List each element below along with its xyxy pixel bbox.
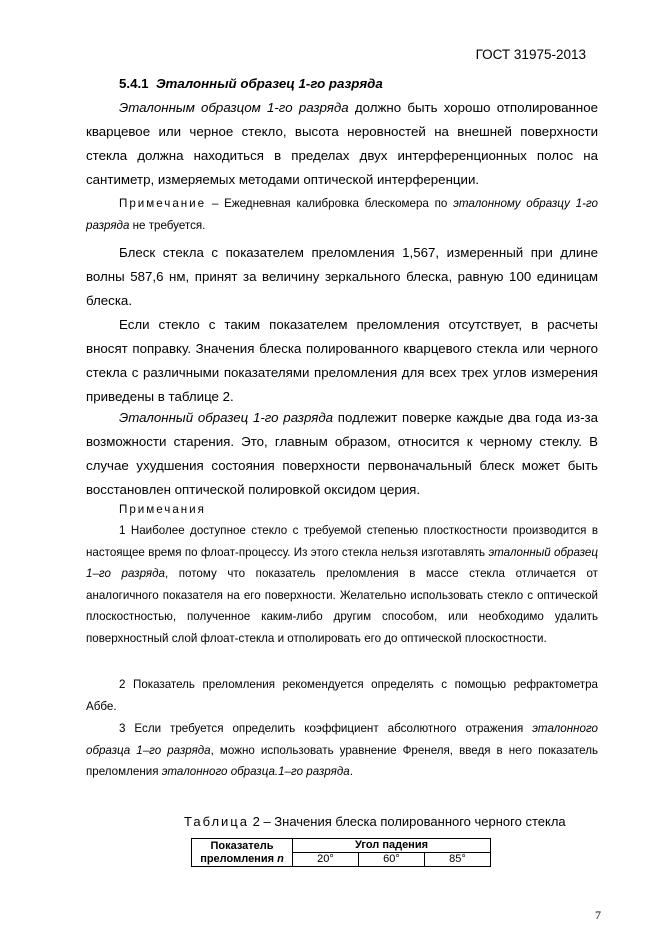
section-number: 5.4.1	[119, 76, 149, 91]
page-number: 7	[595, 908, 601, 922]
note-text: не требуется.	[129, 218, 206, 232]
notes-heading: Примечания	[119, 503, 206, 516]
table-header-angle-60: 60°	[359, 853, 425, 867]
term: эталонного образца 1–го разряда	[86, 722, 598, 757]
term: Эталонный образец 1-го разряда	[119, 410, 334, 425]
note-text: , потому что показатель преломления в массе стекла отличается от аналогичного показателя на его поверхности. Желательно использовать стекло с оптической плоскостностью, полученное каким-либо другим способом, или необходимо удалить поверхностный слой флоат-стекла и отполировать его до оптической плоскостности.	[86, 567, 598, 645]
table-caption-text: 2 – Значения блеска полированного черного стекла	[252, 814, 566, 829]
term: эталонному образцу 1-го разряда	[86, 197, 598, 232]
standard-number: ГОСТ 31975-2013	[475, 47, 586, 62]
table-caption	[184, 814, 566, 829]
note-label: Примечание	[119, 197, 207, 210]
note-text: , можно использовать уравнение Френеля, введя в него показатель преломления	[86, 743, 599, 778]
note-text: 3 Если требуется определить коэффициент абсолютного отражения	[119, 722, 533, 735]
gloss-table	[191, 838, 491, 867]
paragraph-verification	[86, 406, 598, 502]
paragraph-definition	[86, 96, 598, 192]
paragraph-text: подлежит поверке каждые два года из-за возможности старения. Это, главным образом, относится к черному стеклу. В случае ухудшения состояния поверхности первоначальный блеск может быть восстановлен оптической полировкой оксидом церия.	[86, 410, 598, 497]
paragraph-correction: Если стекло с таким показателем преломления отсутствует, в расчеты вносят поправку. Значения блеска полированного кварцевого стекла или черного стекла с различными показателями преломления для всех трех углов измерения приведены в таблице 2.	[86, 317, 598, 404]
section-title: Эталонный образец 1-го разряда	[155, 76, 383, 91]
term: Эталонным образцом 1-го разряда	[119, 100, 349, 115]
term: эталонный образец 1–го разряда	[86, 545, 598, 580]
table-header-angle-20: 20°	[293, 853, 359, 867]
table-header-index: Показатель преломления n	[192, 839, 293, 867]
paragraph-gloss-definition: Блеск стекла с показателем преломления 1,567, измеренный при длине волны 587,6 нм, принят за величину зеркального блеска, равную 100 единицам блеска.	[86, 245, 598, 308]
table-header-angle: Угол падения	[293, 839, 491, 853]
section-heading	[86, 72, 598, 96]
note-calibration	[86, 193, 598, 236]
paragraph-text: должно быть хорошо отполированное кварцевое или черное стекло, высота неровностей на внешней поверхности стекла должна находиться в пределах двух интерференционных полос на сантиметр, измеряемых методами оптической интерференции.	[86, 100, 598, 187]
note-3	[86, 718, 598, 783]
note-text: 1 Наиболее доступное стекло с требуемой степенью плосткостности производится в настоящее время по флоат-процессу. Из этого стекла нельзя изготавлять	[86, 524, 598, 559]
table-header-angle-85: 85°	[425, 853, 491, 867]
note-text: .	[349, 765, 353, 778]
note-2: 2 Показатель преломления рекомендуется определять с помощью рефрактометра Аббе.	[86, 678, 598, 713]
note-1	[86, 520, 598, 649]
note-text: – Ежедневная калибровка блескомера по	[206, 197, 454, 210]
term: эталонного образца.1–го разряда	[161, 765, 350, 778]
table-label: Таблица	[184, 814, 249, 829]
